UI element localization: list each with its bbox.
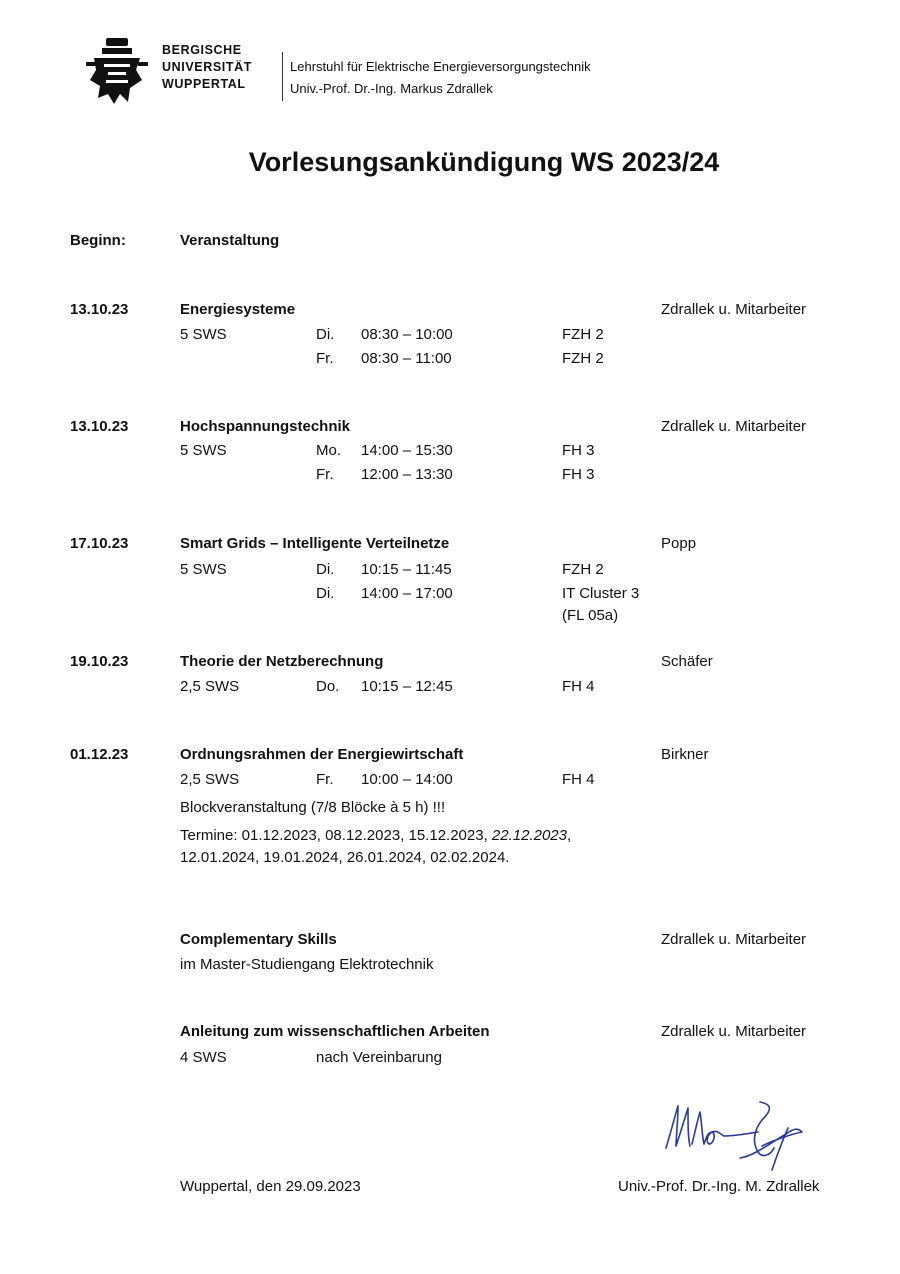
- session-room: FZH 2: [562, 350, 604, 367]
- dates-text: Termine: 01.12.2023, 08.12.2023, 15.12.2023,: [180, 827, 492, 844]
- block-note: Blockveranstaltung (7/8 Blöcke à 5 h) !!!: [180, 799, 446, 816]
- session-room: FH 4: [562, 678, 595, 695]
- session-time: 12:00 – 13:30: [361, 466, 453, 483]
- course-sws: 5 SWS: [180, 442, 227, 459]
- session-schedule: nach Vereinbarung: [316, 1049, 442, 1066]
- column-header-begin: Beginn:: [70, 232, 126, 249]
- course-subtitle: im Master-Studiengang Elektrotechnik: [180, 956, 434, 973]
- course-lecturer: Popp: [661, 535, 697, 552]
- dates-line-1: [180, 827, 571, 844]
- session-time: 08:30 – 10:00: [361, 326, 453, 343]
- place-and-date: Wuppertal, den 29.09.2023: [180, 1178, 361, 1195]
- session-room-detail: (FL 05a): [562, 607, 619, 624]
- session-day: Mo.: [316, 442, 342, 459]
- course-sws: 2,5 SWS: [180, 771, 240, 788]
- course-title: Theorie der Netzberechnung: [180, 653, 384, 670]
- course-lecturer: Birkner: [661, 746, 709, 763]
- course-lecturer: Zdrallek u. Mitarbeiter: [661, 1023, 807, 1040]
- chair-name: Lehrstuhl für Elektrische Energieversorgungstechnik: [290, 59, 591, 74]
- page-title: Vorlesungsankündigung WS 2023/24: [248, 147, 720, 177]
- signatory-name: Univ.-Prof. Dr.-Ing. M. Zdrallek: [618, 1178, 820, 1195]
- university-crest-logo: [84, 36, 150, 106]
- course-start-date: 01.12.23: [70, 746, 129, 763]
- session-time: 08:30 – 11:00: [361, 350, 452, 367]
- course-title: Energiesysteme: [180, 301, 296, 318]
- chair-professor: Univ.-Prof. Dr.-Ing. Markus Zdrallek: [290, 81, 493, 96]
- session-time: 14:00 – 15:30: [361, 442, 453, 459]
- column-header-event: Veranstaltung: [180, 232, 280, 249]
- session-day: Fr.: [316, 771, 334, 788]
- course-start-date: 13.10.23: [70, 301, 129, 318]
- course-title: Complementary Skills: [180, 931, 337, 948]
- session-day: Di.: [316, 326, 335, 343]
- dates-line-2: 12.01.2024, 19.01.2024, 26.01.2024, 02.02.2024.: [180, 849, 510, 866]
- session-day: Di.: [316, 561, 335, 578]
- chair-info: [290, 56, 591, 100]
- course-start-date: 13.10.23: [70, 418, 129, 435]
- session-day: Di.: [316, 585, 335, 602]
- session-room: FZH 2: [562, 326, 604, 343]
- university-name-line-2: UNIVERSITÄT: [162, 60, 252, 74]
- course-sws: 4 SWS: [180, 1049, 227, 1066]
- handwritten-signature: [662, 1098, 822, 1176]
- session-day: Fr.: [316, 350, 334, 367]
- session-day: Fr.: [316, 466, 334, 483]
- course-title: Hochspannungstechnik: [180, 418, 351, 435]
- course-lecturer: Zdrallek u. Mitarbeiter: [661, 418, 807, 435]
- course-sws: 5 SWS: [180, 561, 227, 578]
- session-day: Do.: [316, 678, 340, 695]
- session-room: FH 3: [562, 442, 595, 459]
- university-name-line-1: BERGISCHE: [162, 43, 242, 57]
- session-time: 10:00 – 14:00: [361, 771, 453, 788]
- session-time: 10:15 – 12:45: [361, 678, 453, 695]
- session-time: 14:00 – 17:00: [361, 585, 453, 602]
- session-room: FH 4: [562, 771, 595, 788]
- session-room: FH 3: [562, 466, 595, 483]
- course-sws: 2,5 SWS: [180, 678, 240, 695]
- dates-text-italic: 22.12.2023: [491, 827, 567, 844]
- university-name-line-3: WUPPERTAL: [162, 77, 246, 91]
- course-lecturer: Zdrallek u. Mitarbeiter: [661, 301, 807, 318]
- course-start-date: 19.10.23: [70, 653, 129, 670]
- course-sws: 5 SWS: [180, 326, 227, 343]
- course-title: Smart Grids – Intelligente Verteilnetze: [180, 535, 450, 552]
- session-time: 10:15 – 11:45: [361, 561, 452, 578]
- dates-text-comma: ,: [567, 827, 572, 844]
- university-name: [162, 42, 252, 93]
- course-lecturer: Zdrallek u. Mitarbeiter: [661, 931, 807, 948]
- session-room: FZH 2: [562, 561, 604, 578]
- course-start-date: 17.10.23: [70, 535, 129, 552]
- course-title: Anleitung zum wissenschaftlichen Arbeiten: [180, 1023, 490, 1040]
- header-divider: [282, 52, 283, 101]
- course-lecturer: Schäfer: [661, 653, 713, 670]
- course-title: Ordnungsrahmen der Energiewirtschaft: [180, 746, 464, 763]
- session-room: IT Cluster 3: [562, 585, 640, 602]
